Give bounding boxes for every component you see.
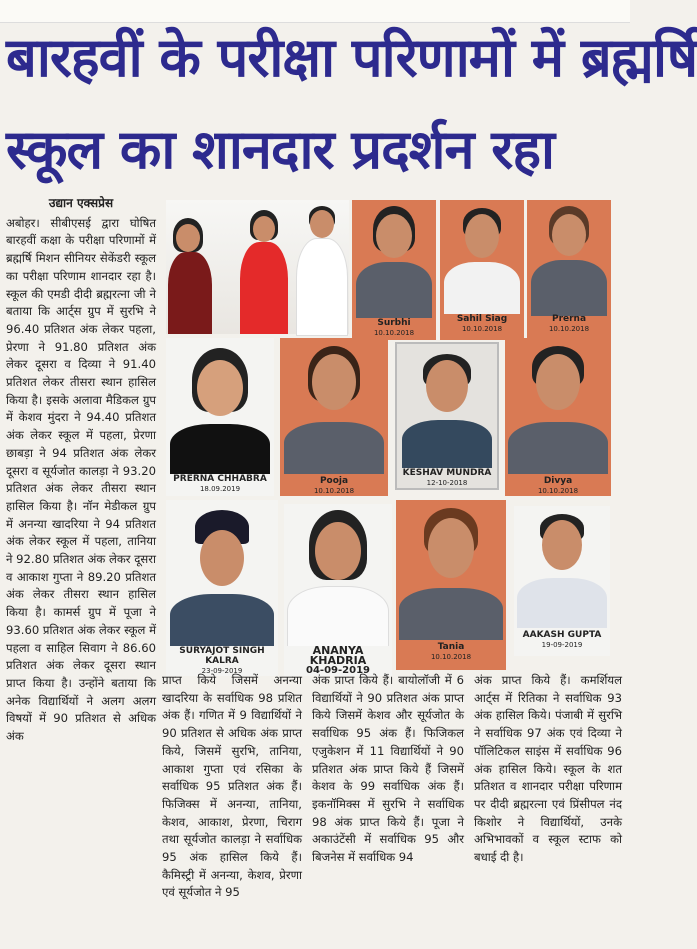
photo-pooja [280,338,388,496]
headline-line-1: बारहवीं के परीक्षा परिणामों में ब्रह्मर्षि [6,26,697,89]
photo-name: Divya [543,476,573,486]
photo-date: 10.10.2018 [537,487,579,495]
photo-name: Surbhi [377,318,411,328]
column-1-text: अबोहर। सीबीएसई द्वारा घोषित बारहवीं कक्षा के परीक्षा परिणामों में ब्रह्मर्षि मिशन सीनियर सेकेंडरी स्कूल का परीक्षा परिणाम शानदार रहा है। स्कूल की एमडी दीदी ब्रह्मरत्ना जी ने बताया कि आर्ट्स ग्रुप में सुरभि ने 96.40 प्रतिशत अंक लेकर पहला, प्रेरणा ने 91.80 प्रतिशत अंक लेकर दूसरा व दिव्या ने 91.40 प्रतिशत लेकर तीसरा स्थान हासिल किया है। इसके अलावा मैडिकल ग्रुप में केशव मुंदरा ने 94.40 प्रतिशत अंक लेकर स्कूल में पहला, प्रेरणा छाबड़ा ने 94 प्रतिशत अंक लेकर दूसरा व सूर्यजोत कालड़ा ने 93.20 प्रतिशत अंक लेकर तीसरा स्थान हासिल किया है। नॉन मेडीकल ग्रुप में अनन्या खादरिया ने 94 प्रतिशत अंक लेकर स्कूल में पहला, तानिया ने 92.80 प्रतिशत अंक लेकर दूसरा व आकाश गुप्ता ने 89.20 प्रतिशत अंक लेकर तीसरा स्थान हासिल किया है। कामर्स ग्रुप में पूजा ने 93.60 प्रतिशत अंक लेकर स्कूल में पहला व साहिल सिवाग ने 86.60 प्रतिशत अंक लेकर दूसरा स्थान प्राप्त किया है। उन्होंने बताया कि अनेक विद्यार्थियों ने अलग अलग विषयों में 90 प्रतिशत से अधिक अंक [6,215,156,744]
photo-name: SURYAJOT SINGH KALRA [179,646,265,666]
photo-prerna-chhabra [166,338,274,496]
photo-keshav-mundra [395,342,499,490]
photo-name: Tania [437,642,465,652]
headline-line-2: स्कूल का शानदार प्रदर्शन रहा [6,118,555,181]
photo-date: 04-09-2019 [306,665,370,676]
page-top-strip [0,0,630,23]
photo-name: KESHAV MUNDRA [402,468,492,478]
photo-date: 10.10.2018 [373,329,415,337]
photo-date: 10.10.2018 [548,325,590,333]
photo-suryajot-singh-kalra [166,500,278,675]
photo-name: Pooja [319,476,349,486]
article-column-2: प्राप्त किये जिसमें अनन्या खादरिया के सर्वाधिक 98 प्रशित अंक हैं। गणित में 9 विद्यार्थियों ने 90 प्रतिशत से अधिक अंक प्राप्त किये, जिसमें सुरभि, तानिया, आकाश गुप्ता एवं रसिका के सर्वाधिक 95 प्रतिशत अंक हैं। फिजिक्स में अनन्या, तानिया, केशव, आकाश, प्रेरणा, चिराग तथा सूर्यजोत कालड़ा ने सर्वाधिक 95 अंक हासिल किये हैं। कैमिस्ट्री में अनन्या, केशव, प्रेरणा एवं सूर्यजोत ने 95 [162,673,302,900]
photo-name: Sahil Siag [456,314,508,324]
photo-date: 10.10.2018 [461,325,503,333]
photo-name: PRERNA CHHABRA [173,474,267,484]
article-column-1 [6,195,156,744]
photo-name: AAKASH GUPTA [522,630,602,640]
photo-surbhi [352,200,436,340]
photo-date: 10.10.2018 [430,653,472,661]
photo-divya [505,338,611,496]
photo-prerna [527,200,611,340]
photo-date: 19-09-2019 [541,641,583,649]
photo-ananya-khadria [284,504,392,676]
photo-name: Prerna [551,314,587,324]
byline: उद्यान एक्सप्रेस [48,196,114,210]
photo-date: 10.10.2018 [313,487,355,495]
photo-date: 12-10-2018 [426,479,468,487]
photo-name: ANANYA KHADRIA [309,644,367,667]
article-column-4: अंक प्राप्त किये हैं। कमर्शियल आर्ट्स में रितिका ने सर्वाधिक 93 अंक हासिल किये। पंजाबी में सुरभि ने सर्वाधिक 97 अंक एवं दिव्या ने पॉलिटिकल साइंस में सर्वाधिक 96 अंक हासिल किये। स्कूल के शत प्रतिशत व शानदार परीक्षा परिणाम पर दीदी ब्रह्मरत्ना एवं प्रिंसीपल नंद किशोर ने विद्यार्थियों, उनके अभिभावकों व स्कूल स्टाफ को बधाई दी है। [474,673,622,865]
article-column-3: अंक प्राप्त किये हैं। बायोलॉजी में 6 विद्यार्थियों ने 90 प्रतिशत अंक प्राप्त किये जिसमें केशव और सूर्यजोत के सर्वाधिक 95 अंक हैं। फिजिकल एजुकेशन में 11 विद्यार्थियों ने 90 प्रतिशत अंक प्राप्त किये हैं जिसमें केशव के 99 सर्वाधिक अंक हैं। इकनॉमिक्स में सुरभि ने सर्वाधिक 98 अंक प्राप्त किये हैं। पूजा ने अकाउंटेंसी में सर्वाधिक 95 और बिजनेस में सर्वाधिक 94 [312,673,464,865]
photo-aakash-gupta [514,506,610,656]
photo-date: 23-09-2019 [201,667,243,675]
celebration-photo [166,200,349,334]
photo-sahil-siag [440,200,524,340]
photo-tania [396,500,506,670]
photo-date: 18.09.2019 [199,485,241,493]
